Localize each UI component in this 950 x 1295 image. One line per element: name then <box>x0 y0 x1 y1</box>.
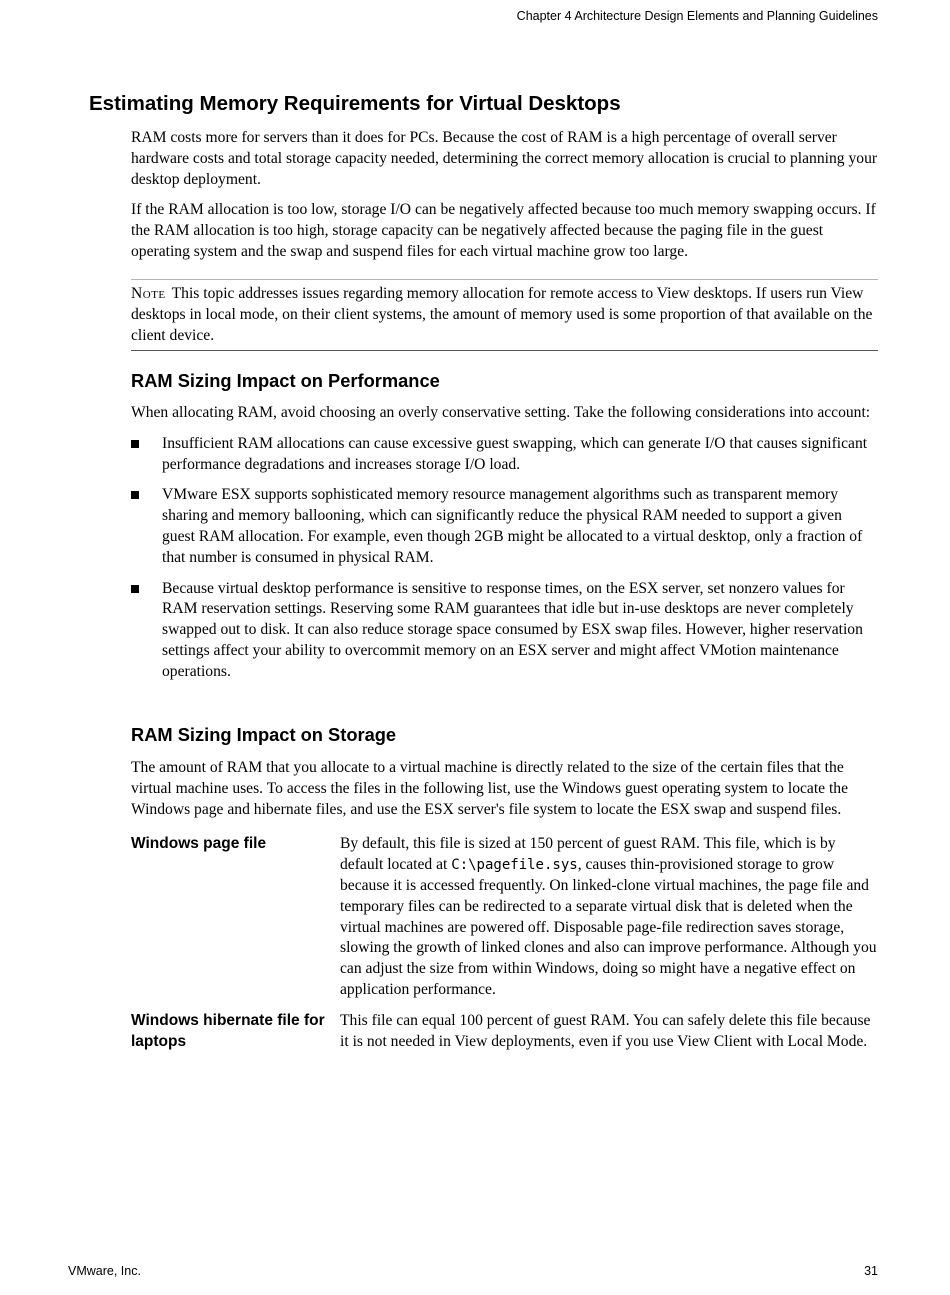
intro-block <box>131 128 878 263</box>
performance-block <box>131 403 878 693</box>
performance-heading: RAM Sizing Impact on Performance <box>131 370 440 391</box>
performance-list <box>131 434 878 683</box>
footer-company: VMware, Inc. <box>68 1264 141 1278</box>
performance-intro: When allocating RAM, avoid choosing an overly conservative setting. Take the following considerations into account: <box>131 404 871 421</box>
note-label: Note <box>131 285 166 302</box>
page-number: 31 <box>864 1264 878 1278</box>
running-header: Chapter 4 Architecture Design Elements and Planning Guidelines <box>516 9 878 23</box>
list-item <box>131 485 878 568</box>
bullet-square-icon <box>131 491 139 499</box>
term-list <box>131 834 878 1052</box>
storage-heading: RAM Sizing Impact on Storage <box>131 724 397 745</box>
bullet-text: VMware ESX supports sophisticated memory resource management algorithms such as transparent memory sharing and memory ballooning, which can significantly reduce the physical RAM needed to support a given guest RAM allocation. For example, even though 2GB might be allocated to a virtual desktop, only a fraction of that number is consumed in physical RAM. <box>162 486 863 566</box>
term-row-page-file <box>131 834 878 1000</box>
storage-block <box>131 758 878 1062</box>
note-box <box>131 279 878 351</box>
term-desc-text: By default, this file is sized at 150 percent of guest RAM. This file, which is by default located at <box>340 835 836 874</box>
term-desc-text: , causes thin-provisioned storage to grow because it is accessed frequently. On linked-clone virtual machines, the page file and temporary files can be redirected to a separate virtual disk that is deleted when the virtual machines are powered off. Disposable page-file redirection saves storage, slowing the growth of linked clones and also can improve performance. Although you can adjust the size from within Windows, doing so might have a negative effect on application performance. <box>340 856 877 998</box>
bullet-text: Because virtual desktop performance is sensitive to response times, on the ESX server, set nonzero values for RAM reservation settings. Reserving some RAM guarantees that idle but in-use desktops are never completely swapped out to disk. It can also reduce storage space consumed by ESX swap files. However, higher reservation settings affect your ability to overcommit memory on an ESX server and might affect VMotion maintenance operations. <box>162 579 863 680</box>
term-row-hibernate-file <box>131 1011 878 1053</box>
file-path: C:\pagefile.sys <box>451 857 578 874</box>
bullet-text: Insufficient RAM allocations can cause excessive guest swapping, which can generate I/O that causes significant performance degradations and increases storage I/O load. <box>162 434 868 473</box>
term-label: Windows hibernate file for laptops <box>131 1011 325 1050</box>
term-description <box>340 834 878 1000</box>
list-item <box>131 579 878 683</box>
list-item <box>131 434 878 476</box>
term-description: This file can equal 100 percent of guest RAM. You can safely delete this file because it is not needed in View deployments, even if you use View Client with Local Mode. <box>340 1011 871 1050</box>
intro-paragraph-2: If the RAM allocation is too low, storage I/O can be negatively affected because too much memory swapping occurs. If the RAM allocation is too high, storage capacity can be negatively affected because the paging file in the guest operating system and the swap and suspend files for each virtual machine grow too large. <box>131 201 876 260</box>
bullet-square-icon <box>131 585 139 593</box>
intro-paragraph-1: RAM costs more for servers than it does for PCs. Because the cost of RAM is a high percentage of overall server hardware costs and total storage capacity needed, determining the correct memory allocation is crucial to planning your desktop deployment. <box>131 129 878 188</box>
bullet-square-icon <box>131 440 139 448</box>
note-text: This topic addresses issues regarding memory allocation for remote access to View desktops. If users run View desktops in local mode, on their client systems, the amount of memory used is some proportion of that available on the client device. <box>131 285 873 344</box>
section-title: Estimating Memory Requirements for Virtual Desktops <box>89 92 621 115</box>
storage-intro: The amount of RAM that you allocate to a virtual machine is directly related to the size of the certain files that the virtual machine uses. To access the files in the following list, use the Windows guest operating system to locate the Windows page and hibernate files, and use the ESX server's file system to locate the ESX swap and suspend files. <box>131 759 849 818</box>
term-label: Windows page file <box>131 835 267 853</box>
